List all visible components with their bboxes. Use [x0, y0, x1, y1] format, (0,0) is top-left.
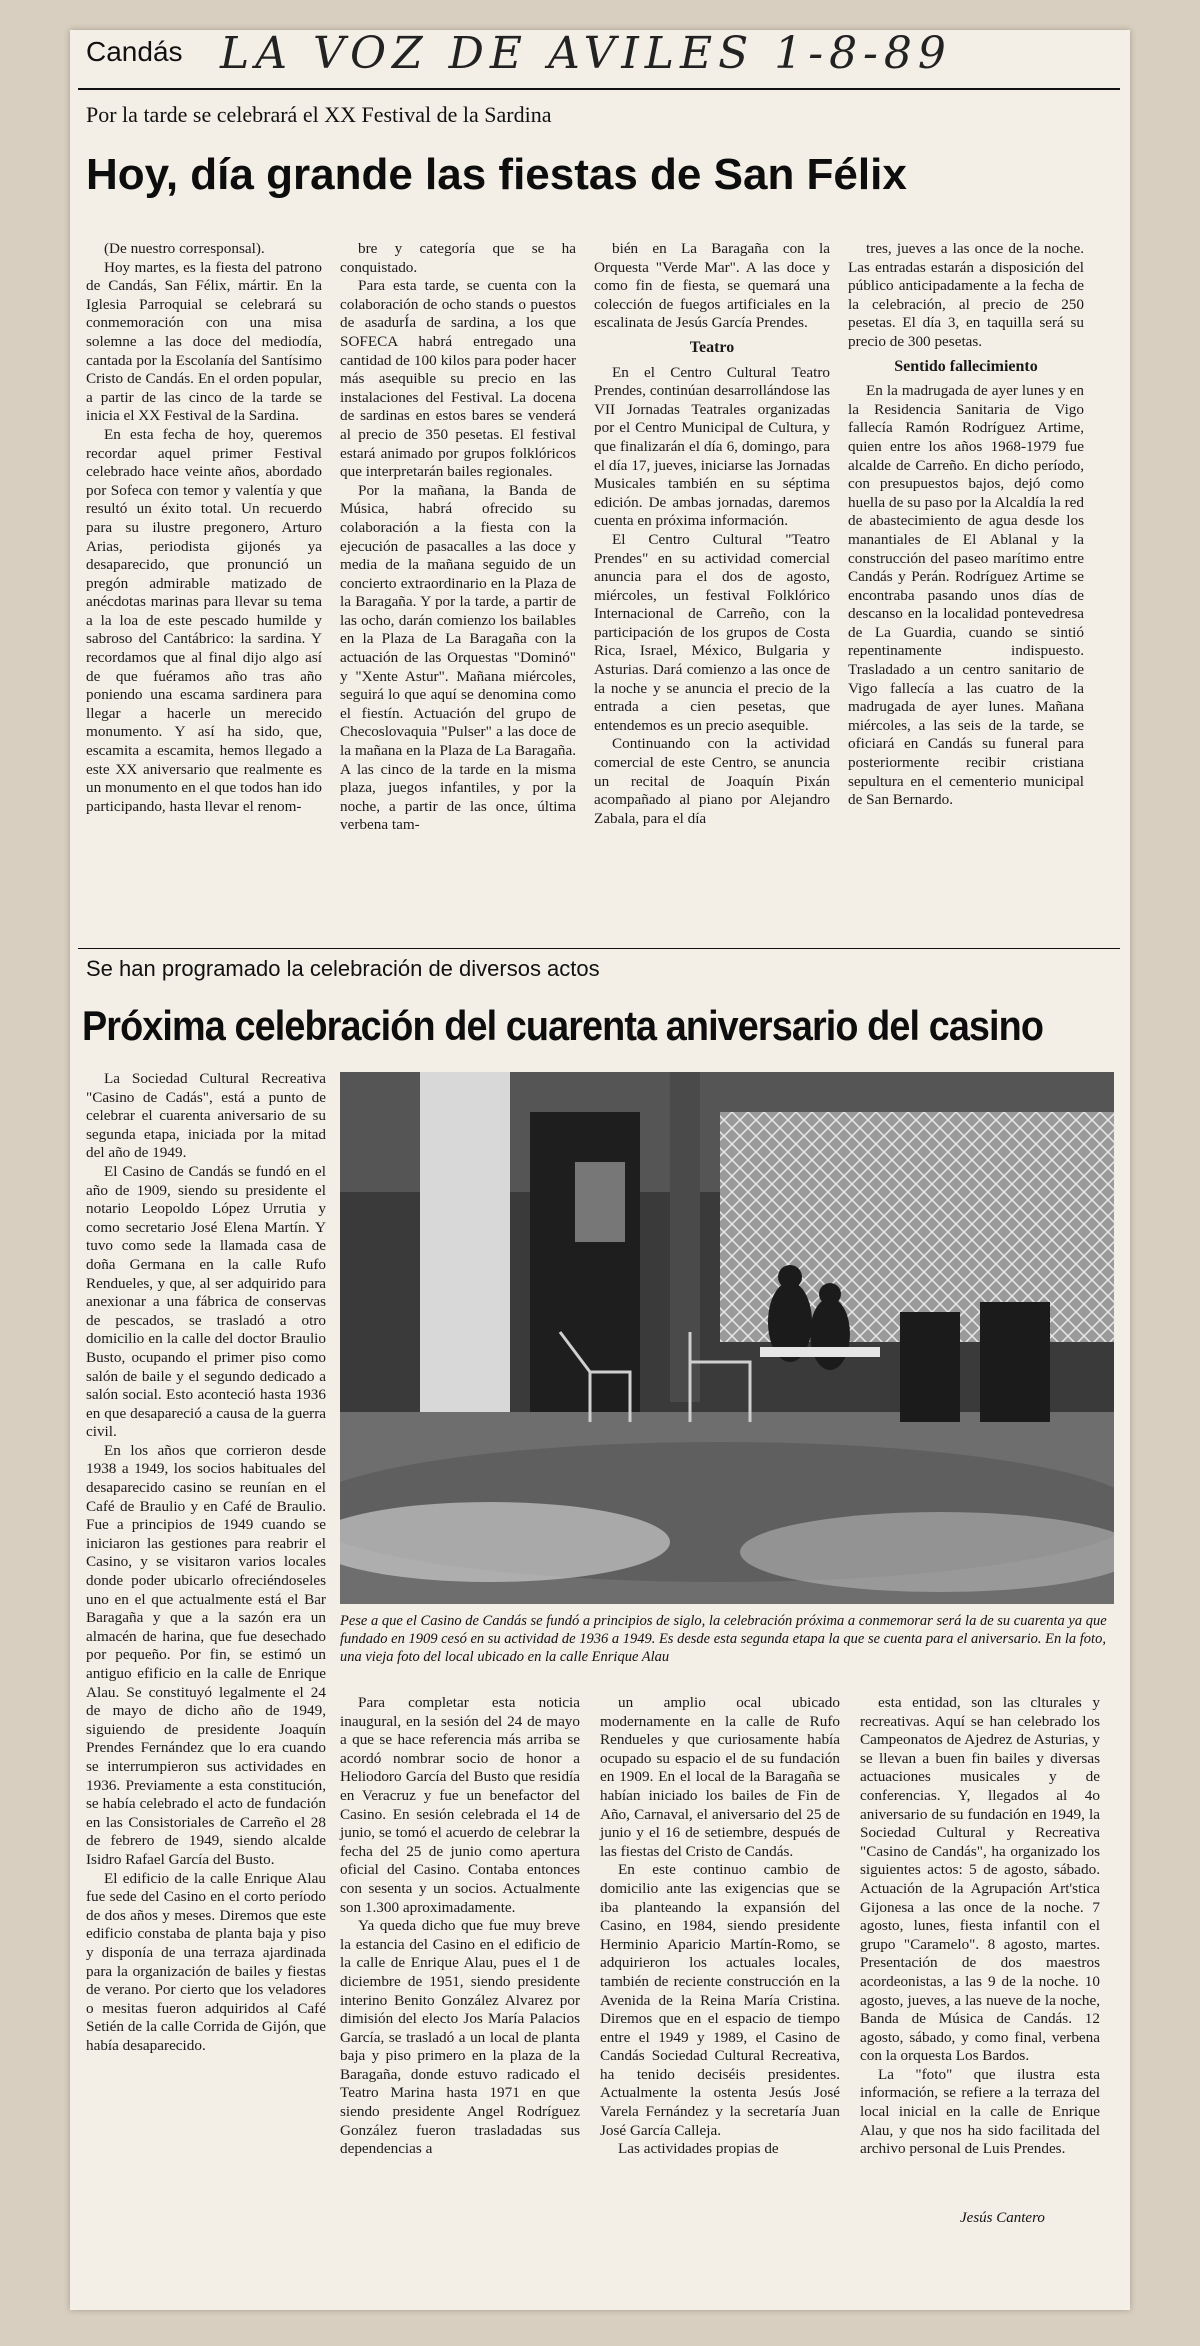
- paragraph: En este continuo cambio de domicilio ante las exigencias que se iba planteando la expansión del Casino, en 1984, siendo presidente Herminio Aparicio Martín-Romo, se adquirieron los actuales locales, también de reciente construcción en la Avenida de la Reina María Cristina. Diremos que en el espacio de tiempo entre el 1949 y 1989, el Casino de Candás Sociedad Cultural Recreativa, ha tenido deciséis presidentes. Actualmente la ostenta Jesús José Varela Fernández y la secretaría Juan José García Calleja.: [600, 1861, 840, 2139]
- article2-column-2: [340, 1694, 580, 2159]
- article1-column-4: [848, 240, 1084, 810]
- subheading: Teatro: [689, 338, 735, 356]
- paragraph: Para esta tarde, se cuenta con la colaboración de ocho stands o puestos de asadurÍa de sardina, a los que SOFECA habrá entregado una cantidad de 100 kilos para poder hacer más asequible su precio en las instalaciones del Festival. La docena de sardinas en estos bares se venderá al precio de 350 pesetas. El festival estará animado por grupos folklóricos que interpretarán bailes regionales.: [340, 277, 576, 481]
- paragraph: El Centro Cultural "Teatro Prendes" en su actividad comercial anuncia para el dos de agosto, miércoles, un festival Folklórico Internacional de Carreño, con la participación de los grupos de Costa Rica, Israel, México, Bulgaria y Asturias. Dará comienzo a las once de la noche y se anuncia el precio de la entrada a cien pesetas, que entendemos es un precio asequible.: [594, 530, 830, 734]
- section-label: Candás: [86, 36, 183, 67]
- author-signature: Jesús Cantero: [960, 2210, 1045, 2226]
- paragraph: El Casino de Candás se fundó en el año de 1909, siendo su presidente el notario Leopoldo López Urrutia y como secretario José Elena Martín. Y tuvo como sede la llamada casa de doña Germana en la calle Rufo Rendueles, y que, al ser adquirido para anexionar a una fábrica de conservas de pescados, se trasladó a otro domicilio en la calle del doctor Braulio Busto, ocupando el primer piso como salón de baile y el segundo dedicado a salón social. Esto aconteció hasta 1936 en que desapareció a causa de la guerra civil.: [86, 1162, 326, 1441]
- article2-left-column: [86, 1070, 326, 2055]
- paragraph: Las actividades propias de: [618, 2140, 779, 2158]
- paragraph: Hoy martes, es la fiesta del patrono de Candás, San Félix, mártir. En la Iglesia Parroquial se celebrará su conmemoración con una misa solemne a las doce del mediodía, cantada por la Escolanía del Santísimo Cristo de Candás. En el orden popular, a partir de las cinco de la tarde se inicia el XX Festival de la Sardina.: [86, 258, 322, 425]
- photo-caption: Pese a que el Casino de Candás se fundó a principios de siglo, la celebración próxima a conmemorar será la de su cuarenta ya que fundado en 1909 cesó en su actividad de 1936 a 1949. Es desde esta segunda etapa la que se cuenta para el aniversario. En la foto, una vieja foto del local ubicado en la calle Enrique Alau: [340, 1613, 1107, 1665]
- article2-column-4: [860, 1694, 1100, 2159]
- paragraph: bién en La Baragaña con la Orquesta "Verde Mar". A las doce y como fin de fiesta, se quemará una colección de fuegos artificiales en la escalinata de Jesús García Prendes.: [594, 240, 830, 332]
- paragraph: En la madrugada de ayer lunes y en la Residencia Sanitaria de Vigo fallecía Ramón Rodríguez Artime, quien entre los años 1968-1979 fue alcalde de Carreño. En dicho período, con presupuestos bajos, dejó como huella de su paso por la Alcaldía la red de abastecimiento de agua desde los manantiales de El Ablanal y la construcción del paseo marítimo entre Candás y Perán. Rodríguez Artime se encontraba pasando unos días de descanso en la localidad pontevedresa de La Guardia, cuando se sintió repentinamente indispuesto. Trasladado a un centro sanitario de Vigo fallecía a las cuatro de la madrugada de ayer lunes. Mañana miércoles, a las seis de la tarde, se oficiará en Candás su funeral para posteriormente recibir cristiana sepultura en el cementerio municipal de San Bernardo.: [848, 382, 1084, 809]
- newspaper-clipping: [70, 30, 1130, 2310]
- paragraph: tres, jueves a las once de la noche. Las entradas estarán a disposición del público anticipadamente a la fecha de la celebración, al precio de 250 pesetas. El día 3, en taquilla será su precio de 300 pesetas.: [848, 240, 1084, 350]
- article1-headline: Hoy, día grande las fiestas de San Félix: [86, 150, 907, 199]
- paragraph: El edificio de la calle Enrique Alau fue sede del Casino en el corto período de dos años y meses. Diremos que este edificio constaba de planta baja y piso y disponía de una terraza ajardinada para la organización de bailes y fiestas de verano. Por cierto que los veladores o mesitas fueron adquiridos al Café Setién de la calle Corrida de Gijón, que había desaparecido.: [86, 1869, 326, 2054]
- article2-headline: Próxima celebración del cuarenta aniversario del casino: [82, 1002, 1044, 1049]
- paragraph: Ya queda dicho que fue muy breve la estancia del Casino en el edificio de la calle de Enrique Alau, pues el 1 de diciembre de 1951, siendo presidente interino Benito González Alvarez por dimisión del electo Jos María Palacios García, se trasladó a un local de planta baja y piso primero en la plaza de la Baragaña, donde estuvo radicado el Teatro Marina hasta 1971 en que siendo presidente Angel Rodríguez González fueron trasladadas sus dependencias a: [340, 1917, 580, 2158]
- paragraph: La Sociedad Cultural Recreativa "Casino de Cadás", está a punto de celebrar el cuarenta aniversario de su segunda etapa, iniciada por la mitad del año de 1949.: [86, 1070, 326, 1162]
- paragraph: En los años que corrieron desde 1938 a 1949, los socios habituales del desaparecido casino se reunían en el Café de Braulio y en Café de Braulio. Fue a principios de 1949 cuando se iniciaron las gestiones para reabrir el Casino, y se visitaron varios locales donde poder ubicarlo ofreciéndoseles uno en el que actualmente está el Bar Baragaña y que a la sazón era un almacén de harina, que fue desechado por pequeño. Por fin, se estimó un antiguo efificio en la calle de Enrique Alau. Se constituyó legalmente el 24 de mayo de dicho año de 1949, siguiendo de presidente Joaquín Prendes Fernández que lo era cuando se interrumpieron sus actividades en 1936. Previamente a esta constitución, se había celebrado el acto de fundación en las Consistoriales de Carreño el 28 de febrero de 1949, siendo alcalde Isidro Rafael García del Busto.: [86, 1441, 326, 1868]
- article2-kicker: Se han programado la celebración de diversos actos: [86, 956, 600, 981]
- paragraph: bre y categoría que se ha conquistado.: [340, 240, 576, 276]
- article1-column-3: [594, 240, 830, 828]
- paragraph: La "foto" que ilustra esta información, se refiere a la terraza del local inicial en la calle de Enrique Alau, y que nos ha sido facilitada del archivo personal de Luis Prendes.: [860, 2065, 1100, 2158]
- handwritten-date: LA VOZ DE AVILES 1-8-89: [220, 30, 952, 79]
- article1-kicker: Por la tarde se celebrará el XX Festival de la Sardina: [86, 102, 552, 127]
- paragraph: Continuando con la actividad comercial de este Centro, se anuncia un recital de Joaquín Pixán acompañado al piano por Alejandro Zabala, para el día: [594, 735, 830, 827]
- casino-terrace-photo: [340, 1072, 1114, 1604]
- article1-column-2: [340, 240, 576, 835]
- top-rule: [78, 88, 1120, 90]
- paragraph: En esta fecha de hoy, queremos recordar aquel primer Festival celebrado hace veinte años, abordado por Sofeca con temor y valentía y que resultó un éxito total. Un recuerdo para su ilustre pregonero, Arturo Arias, periodista gijonés ya desaparecido, que pronunció un pregón admirable matizado de anécdotas marinas para llevar su tema a la loa de este pescado humilde y sabroso del Cantábrico: la sardina. Y recordamos que al final dijo algo así de que fuéramos año tras año poniendo una escama sardinera para llegar a hacerle un merecido monumento. Y así ha sido, que, escamita a escamita, hemos llegado a este XX aniversario que realmente es un monumento en el que todos han ido participando, hasta llevar el renom-: [86, 425, 322, 815]
- paragraph: (De nuestro corresponsal).: [104, 240, 265, 257]
- article1-column-1: [86, 240, 322, 816]
- article-divider: [78, 948, 1120, 949]
- article2-column-3: [600, 1694, 840, 2159]
- paragraph: Por la mañana, la Banda de Música, habrá ofrecido su colaboración a la fiesta con la ejecución de pasacalles a las doce y media de la mañana seguido de un concierto extraordinario en la Plaza de la Baragaña. Y por la tarde, a partir de las ocho, darán comienzo los bailables en la Plaza de La Baragaña con la actuación de las Orquestas "Dominó" y "Xente Astur". Mañana miércoles, seguirá lo que aquí se denomina como el fiestín. Actuación del grupo de Checoslovaquia "Pulser" a las doce de la mañana en la Plaza de La Baragaña. A las cinco de la tarde en la misma plaza, juegos infantiles, y por la noche, a partir de las once, última verbena tam-: [340, 481, 576, 834]
- subheading: Sentido fallecimiento: [894, 357, 1038, 375]
- paragraph: un amplio ocal ubicado modernamente en la calle de Rufo Rendueles y que curiosamente había ocupado su espacio el de su fundación en 1909. En el local de la Baragaña se habían iniciado los bailes de Fin de Año, Carnaval, el aniversario del 25 de junio y el 16 de setiembre, después de las fiestas del Cristo de Candás.: [600, 1694, 840, 1860]
- paragraph: En el Centro Cultural Teatro Prendes, continúan desarrollándose las VII Jornadas Teatrales organizadas por el Centro Municipal de Cultura, y que finalizarán el día 6, domingo, para el día 17, jueves, iniciarse las Jornadas Musicales también en su séptima edición. De ambas jornadas, daremos cuenta en próxima información.: [594, 363, 830, 530]
- paragraph: esta entidad, son las clturales y recreativas. Aquí se han celebrado los Campeonatos de Ajedrez de Asturias, y se llevan a buen fin bailes y diversas actuaciones musicales y de conferencias. Y, llegados al 4o aniversario de su fundación en 1949, la Sociedad Cultural y Recreativa "Casino de Candás", ha organizado los siguientes actos: 5 de agosto, sábado. Actuación de la Agrupación Art'stica Gijonesa a las once de la noche. 7 agosto, lunes, fiesta infantil con el grupo "Caramelo". 8 agosto, martes. Presentación de dos maestros acordeonistas, a las 9 de la noche. 10 agosto, jueves, a las nueve de la noche, Banda de Música de Candás. 12 agosto, sábado, y como final, verbena con la orquesta Los Bardos.: [860, 1694, 1100, 2065]
- paragraph: Para completar esta noticia inaugural, en la sesión del 24 de mayo a que se hace referencia más arriba se acordó nombrar socio de honor a Heliodoro García del Busto que residía en Veracruz y fue un benefactor del Casino. En sesión celebrada el 14 de junio, se tomó el acuerdo de celebrar la fecha del 25 de junio como apertura oficial del Casino. Contaba entonces con sesenta y un socios. Actualmente son 1.300 aproximadamente.: [340, 1694, 580, 1916]
